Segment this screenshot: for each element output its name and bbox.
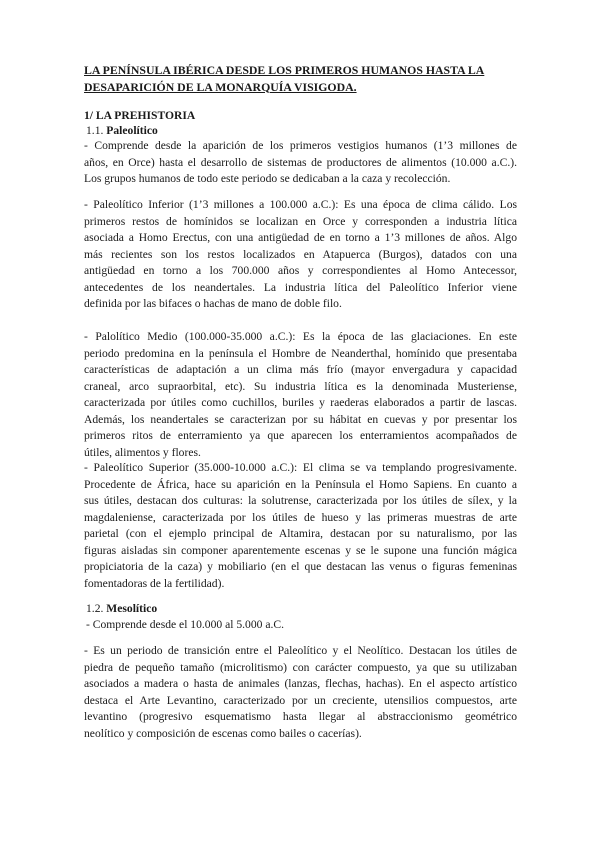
paragraph bbox=[84, 460, 517, 592]
paragraph bbox=[84, 197, 517, 313]
document-title bbox=[84, 62, 517, 95]
paragraph bbox=[84, 329, 517, 461]
text-line: Procedente de África, hace su aparición en la Península el Homo Sapiens. En cuanto a bbox=[84, 477, 517, 491]
text-line: periodo predomina en la península el Hombre de Neanderthal, homínido que presentaba bbox=[84, 346, 517, 360]
text-line: caracterizada por útiles como cuchillos, buriles y raederas elaborados a partir de lascas. bbox=[84, 396, 517, 409]
text-line: piedra de pequeño tamaño (microlitismo) con carácter compuesto, ya que su utilizaban bbox=[84, 660, 517, 674]
text-line: sus útiles, destacan dos culturas: la solutrense, caracterizada por los útiles de sílex, y la bbox=[84, 494, 517, 507]
subsection-heading-mesolitico bbox=[86, 601, 519, 618]
text-line: destaca el Arte Levantino, caracterizado por un creciente, utensilios compuestos, arte bbox=[84, 693, 517, 707]
subsection-name: Paleolítico bbox=[106, 124, 158, 137]
subsection-number: 1.2. bbox=[86, 602, 104, 615]
text-line: años, en Orce) hasta el desarrollo de sistemas de productores de alimentos (10.000 a.C.). bbox=[84, 155, 517, 169]
subsection-name: Mesolítico bbox=[106, 602, 158, 615]
text-line: características de adaptación a un clima más frío (mayor envergadura y capacidad bbox=[84, 363, 517, 376]
text-line: - Es un periodo de transición entre el Paleolítico y el Neolítico. Destacan los útiles de bbox=[84, 644, 517, 657]
text-line: Además, los neandertales se caracterizan por su hábitat en cuevas y por presentar los bbox=[84, 412, 517, 426]
text-line: útiles, alimentos y flores. bbox=[84, 445, 201, 459]
paragraph bbox=[84, 138, 517, 188]
text-line: primeros restos de homínidos se localizan en Orce y corresponden a industria lítica bbox=[84, 214, 517, 228]
title-line: LA PENÍNSULA IBÉRICA DESDE LOS PRIMEROS HUMANOS HASTA LA bbox=[84, 63, 485, 77]
text-line: levantino (progresivo esquematismo hasta llegar al abstraccionismo geométrico bbox=[84, 710, 517, 723]
text-line: fomentadoras de la fertilidad). bbox=[84, 576, 225, 590]
text-line: - Comprende desde el 10.000 al 5.000 a.C. bbox=[86, 618, 285, 631]
text-line: - Palolítico Medio (100.000-35.000 a.C.): Es la época de las glaciaciones. En este bbox=[84, 330, 517, 343]
text-line: - Comprende desde la aparición de los primeros vestigios humanos (1’3 millones de bbox=[84, 139, 517, 152]
text-line: Los grupos humanos de todo este periodo se dedicaban a la caza y recolección. bbox=[84, 172, 451, 185]
text-line: figuras aisladas sin componer aparentemente escenas y se le supone una función mágica bbox=[84, 543, 517, 557]
text-line: - Paleolítico Superior (35.000-10.000 a.C.): El clima se va templando progresivamente. bbox=[84, 461, 517, 474]
text-line: - Paleolítico Inferior (1’3 millones a 100.000 a.C.): Es una época de clima cálido. Los bbox=[84, 198, 517, 211]
text-line: craneal, arco supraorbital, etc). Su industria lítica es la denominada Musteriense, bbox=[84, 379, 517, 393]
subsection-number: 1.1. bbox=[86, 124, 104, 137]
text-line: asociados a madera o hasta de animales (lanzas, flechas, hachas). En el aspecto artístico bbox=[84, 677, 517, 690]
text-line: magdaleniense, caracterizada por los útiles de hueso y las primeras muestras de arte bbox=[84, 510, 517, 524]
title-line: DESAPARICIÓN DE LA MONARQUÍA VISIGODA. bbox=[84, 79, 357, 94]
text-line: propiciatoria de la caza) y mobiliario (en el que destacan las venus o figuras femeninas bbox=[84, 560, 517, 573]
text-line: primeros ritos de enterramiento ya que aparecen los enterramientos acompañados de bbox=[84, 429, 517, 442]
paragraph bbox=[86, 617, 519, 634]
text-line: neolítico y composición de escenas como bailes o cacerías). bbox=[84, 726, 362, 740]
text-line: antecedentes de los neandertales. La industria lítica del Paleolítico Inferior viene bbox=[84, 280, 517, 294]
text-line: antigüedad en torno a los 700.000 años y correspondientes al Homo Antecessor, bbox=[84, 264, 517, 277]
text-line: definida por las bifaces o hachas de mano de doble filo. bbox=[84, 297, 342, 310]
section-heading-text: 1/ LA PREHISTORIA bbox=[84, 109, 196, 122]
paragraph bbox=[84, 643, 517, 742]
text-line: asociada a Homo Erectus, con una antigüedad de en torno a 1’3 millones de años. Algo bbox=[84, 231, 517, 244]
text-line: parietal (con el ejemplo principal de Altamira, destacan por su naturalismo, por las bbox=[84, 527, 517, 540]
text-line: más recientes son los restos localizados en Atapuerca (Burgos), datados con una bbox=[84, 247, 517, 261]
